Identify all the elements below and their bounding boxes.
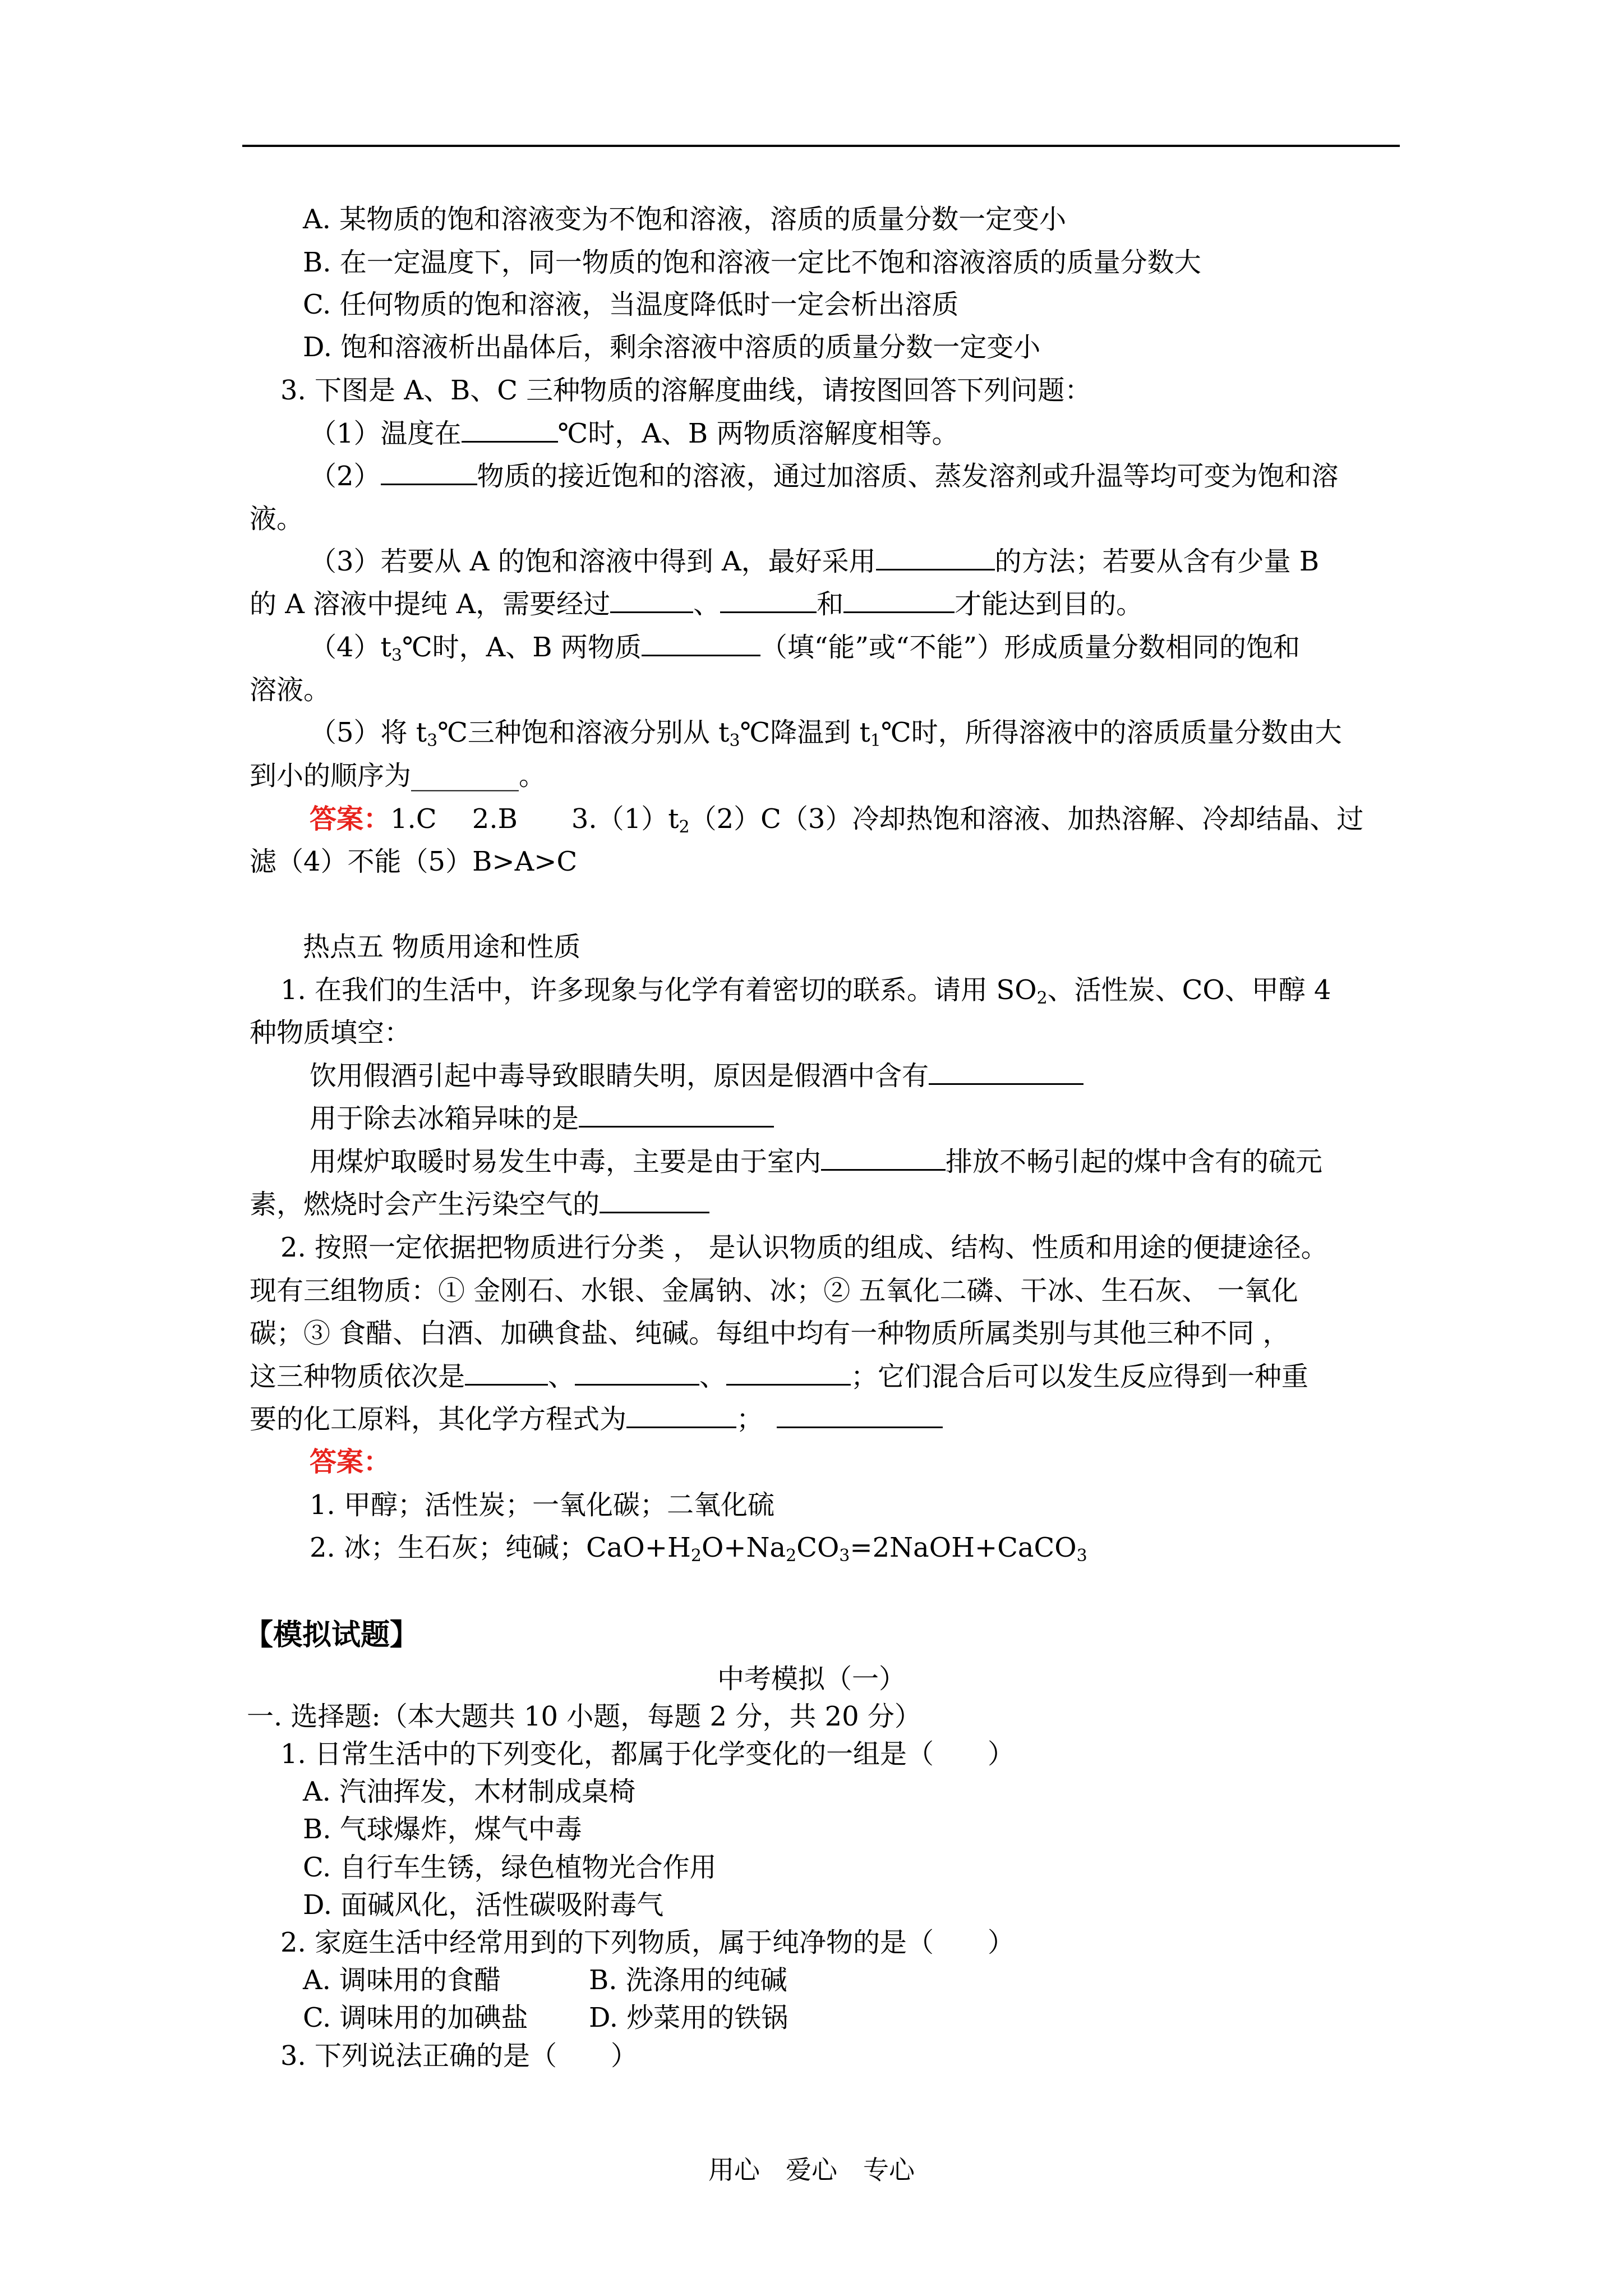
- text: 用煤炉取暖时易发生中毒，主要是由于室内: [310, 1146, 822, 1177]
- answer-label: 答案：: [310, 1446, 391, 1478]
- subscript: 2: [1036, 988, 1048, 1008]
- text: 排放不畅引起的煤中含有的硫元: [946, 1146, 1323, 1177]
- mock-q2-option-b: B. 洗涤用的纯碱: [589, 1964, 787, 1996]
- text: 、: [548, 1361, 575, 1392]
- question-3-part-5-cont: 到小的顺序为________。: [250, 760, 546, 792]
- mock-q1: 1. 日常生活中的下列变化，都属于化学变化的一组是（ ）: [280, 1738, 1015, 1770]
- answer-block-2-line-1: 1. 甲醇；活性炭；一氧化碳；二氧化硫: [310, 1489, 775, 1521]
- option-b: B. 在一定温度下，同一物质的饱和溶液一定比不饱和溶液溶质的质量分数大: [303, 247, 1201, 278]
- mock-q1-option-c: C. 自行车生锈，绿色植物光合作用: [303, 1852, 717, 1883]
- text: （5）将 t: [310, 717, 427, 748]
- subscript: 1: [870, 731, 881, 751]
- text: 、: [699, 1361, 727, 1392]
- hotspot-5-q1: [280, 972, 1430, 1009]
- answer-blank: [575, 1358, 699, 1386]
- subscript: 3: [729, 731, 740, 751]
- text: CO: [796, 1532, 840, 1563]
- text: 的方法；若要从含有少量 B: [994, 546, 1320, 577]
- question-3-part-5: [310, 714, 1459, 751]
- hotspot-5-q1-item-3: [310, 1143, 1459, 1180]
- text: 用于除去冰箱异味的是: [310, 1103, 579, 1134]
- text: （2）: [310, 461, 381, 492]
- text: 素，燃烧时会产生污染空气的: [250, 1189, 600, 1220]
- text: 这三种物质依次是: [250, 1361, 465, 1392]
- subscript: 3: [391, 646, 402, 665]
- hotspot-5-q2-line-2: 现有三组物质：① 金刚石、水银、金属钠、冰；② 五氧化二磷、干冰、生石灰、 一氧化: [250, 1275, 1298, 1306]
- section-title-hotspot-5: 热点五 物质用途和性质: [303, 931, 581, 963]
- text: ℃时，所得溶液中的溶质质量分数由大: [880, 717, 1342, 748]
- answer-blank: [579, 1100, 774, 1128]
- mock-title: 中考模拟（一）: [717, 1663, 906, 1695]
- text: 的 A 溶液中提纯 A，需要经过: [250, 588, 611, 620]
- hotspot-5-q1-item-1: [310, 1057, 1459, 1094]
- hotspot-5-q1-item-2: [310, 1100, 1459, 1137]
- answer-blank: [876, 543, 995, 570]
- subscript: 3: [427, 731, 438, 751]
- text: （填“能”或“不能”）形成质量分数相同的饱和: [760, 632, 1301, 663]
- text: ℃降温到 t: [740, 717, 870, 748]
- option-c: C. 任何物质的饱和溶液，当温度降低时一定会析出溶质: [303, 289, 959, 320]
- text: （4）t: [310, 632, 391, 663]
- mock-q2-options-row-1: [303, 1962, 1453, 1999]
- answer-block-2-label: [310, 1443, 1459, 1480]
- text: ℃时，A、B 两物质溶解度相等。: [557, 418, 959, 449]
- mock-heading: 【模拟试题】: [244, 1618, 419, 1652]
- answer-blank: [642, 629, 760, 656]
- mock-q1-option-b: B. 气球爆炸，煤气中毒: [303, 1814, 582, 1845]
- hotspot-5-q2-line-5: [250, 1401, 1399, 1438]
- text: 2. 冰；生石灰；纯碱；CaO+H: [310, 1532, 691, 1563]
- option-d: D. 饱和溶液析出晶体后，剩余溶液中溶质的质量分数一定变小: [303, 332, 1041, 363]
- subscript: 2: [690, 1546, 702, 1566]
- answer-block-1-cont: 滤（4）不能（5）B>A>C: [250, 846, 578, 877]
- text: 才能达到目的。: [955, 588, 1144, 620]
- text: （3）若要从 A 的饱和溶液中得到 A，最好采用: [310, 546, 876, 577]
- answer-block-1: [310, 800, 1459, 838]
- answer-blank: [610, 586, 693, 613]
- page-footer: 用心 爱心 专心: [708, 2155, 915, 2185]
- mock-q2-option-a: A. 调味用的食醋: [303, 1964, 501, 1996]
- text: 、: [693, 588, 721, 620]
- answer-label: 答案：: [310, 803, 391, 835]
- mock-section: 一. 选择题:（本大题共 10 小题，每题 2 分，共 20 分）: [247, 1701, 921, 1732]
- hotspot-5-q2-line-3: 碳；③ 食醋、白酒、加碘食盐、纯碱。每组中均有一种物质所属类别与其他三种不同 ，: [250, 1318, 1290, 1349]
- header-rule: [242, 145, 1400, 147]
- answer-blank: [929, 1057, 1083, 1085]
- text: 、活性炭、CO、甲醇 4: [1047, 974, 1331, 1006]
- text: O+Na: [701, 1532, 786, 1563]
- answer-blank: [462, 415, 558, 443]
- text: （1）温度在: [310, 418, 462, 449]
- text: ；它们混合后可以发生反应得到一种重: [851, 1361, 1309, 1392]
- hotspot-5-q2: 2. 按照一定依据把物质进行分类 ， 是认识物质的组成、结构、性质和用途的便捷途径。: [280, 1232, 1328, 1263]
- question-3-stem: 3. 下图是 A、B、C 三种物质的溶解度曲线，请按图回答下列问题：: [280, 375, 1092, 406]
- text: ℃三种饱和溶液分别从 t: [437, 717, 730, 748]
- hotspot-5-q1-item-3-cont: [250, 1186, 1399, 1223]
- answer-blank: [720, 586, 817, 613]
- question-3-part-2: [310, 458, 1459, 495]
- answer-blank: [821, 1143, 946, 1171]
- text: 1.C 2.B 3.（1）t: [390, 803, 679, 835]
- question-3-part-3-cont: [250, 586, 1399, 623]
- mock-q2: 2. 家庭生活中经常用到的下列物质，属于纯净物的是（ ）: [280, 1927, 1015, 1958]
- question-3-part-3: [310, 543, 1459, 580]
- text: 饮用假酒引起中毒导致眼睛失明，原因是假酒中含有: [310, 1060, 929, 1092]
- question-3-part-1: [310, 415, 1459, 452]
- text: 要的化工原料，其化学方程式为: [250, 1404, 627, 1435]
- hotspot-5-q1-cont: 种物质填空：: [250, 1017, 412, 1048]
- text: 和: [817, 588, 844, 620]
- text: =2NaOH+CaCO: [850, 1532, 1077, 1563]
- subscript: 2: [679, 817, 690, 837]
- text: ；: [736, 1404, 764, 1435]
- answer-blank: [381, 458, 477, 485]
- text: 1. 在我们的生活中，许多现象与化学有着密切的联系。请用 SO: [280, 974, 1037, 1006]
- text: （2）C（3）冷却热饱和溶液、加热溶解、冷却结晶、过: [689, 803, 1364, 835]
- question-3-part-4: [310, 629, 1459, 666]
- question-3-part-4-cont: 溶液。: [250, 674, 331, 706]
- option-a: A. 某物质的饱和溶液变为不饱和溶液，溶质的质量分数一定变小: [303, 204, 1067, 235]
- subscript: 3: [1076, 1546, 1087, 1566]
- text: ℃时，A、B 两物质: [402, 632, 642, 663]
- mock-q2-options-row-2: [303, 1999, 1453, 2036]
- subscript: 2: [786, 1546, 797, 1566]
- mock-q2-option-c: C. 调味用的加碘盐: [303, 2002, 528, 2033]
- answer-block-2-line-2: [310, 1529, 1459, 1566]
- text: 物质的接近饱和的溶液，通过加溶质、蒸发溶剂或升温等均可变为饱和溶: [477, 461, 1339, 492]
- hotspot-5-q2-line-4: [250, 1358, 1399, 1395]
- answer-blank: [843, 586, 955, 613]
- answer-blank: [726, 1358, 851, 1386]
- mock-q3: 3. 下列说法正确的是（ ）: [280, 2040, 638, 2072]
- mock-q1-option-a: A. 汽油挥发，木材制成桌椅: [303, 1776, 636, 1807]
- subscript: 3: [839, 1546, 850, 1566]
- answer-blank: [777, 1401, 943, 1428]
- answer-blank: [465, 1358, 548, 1386]
- mock-q2-option-d: D. 炒菜用的铁锅: [589, 2002, 789, 2033]
- answer-blank: [626, 1401, 736, 1428]
- mock-q1-option-d: D. 面碱风化，活性碳吸附毒气: [303, 1889, 664, 1921]
- answer-blank: [600, 1186, 709, 1213]
- question-3-part-2-cont: 液。: [250, 503, 304, 535]
